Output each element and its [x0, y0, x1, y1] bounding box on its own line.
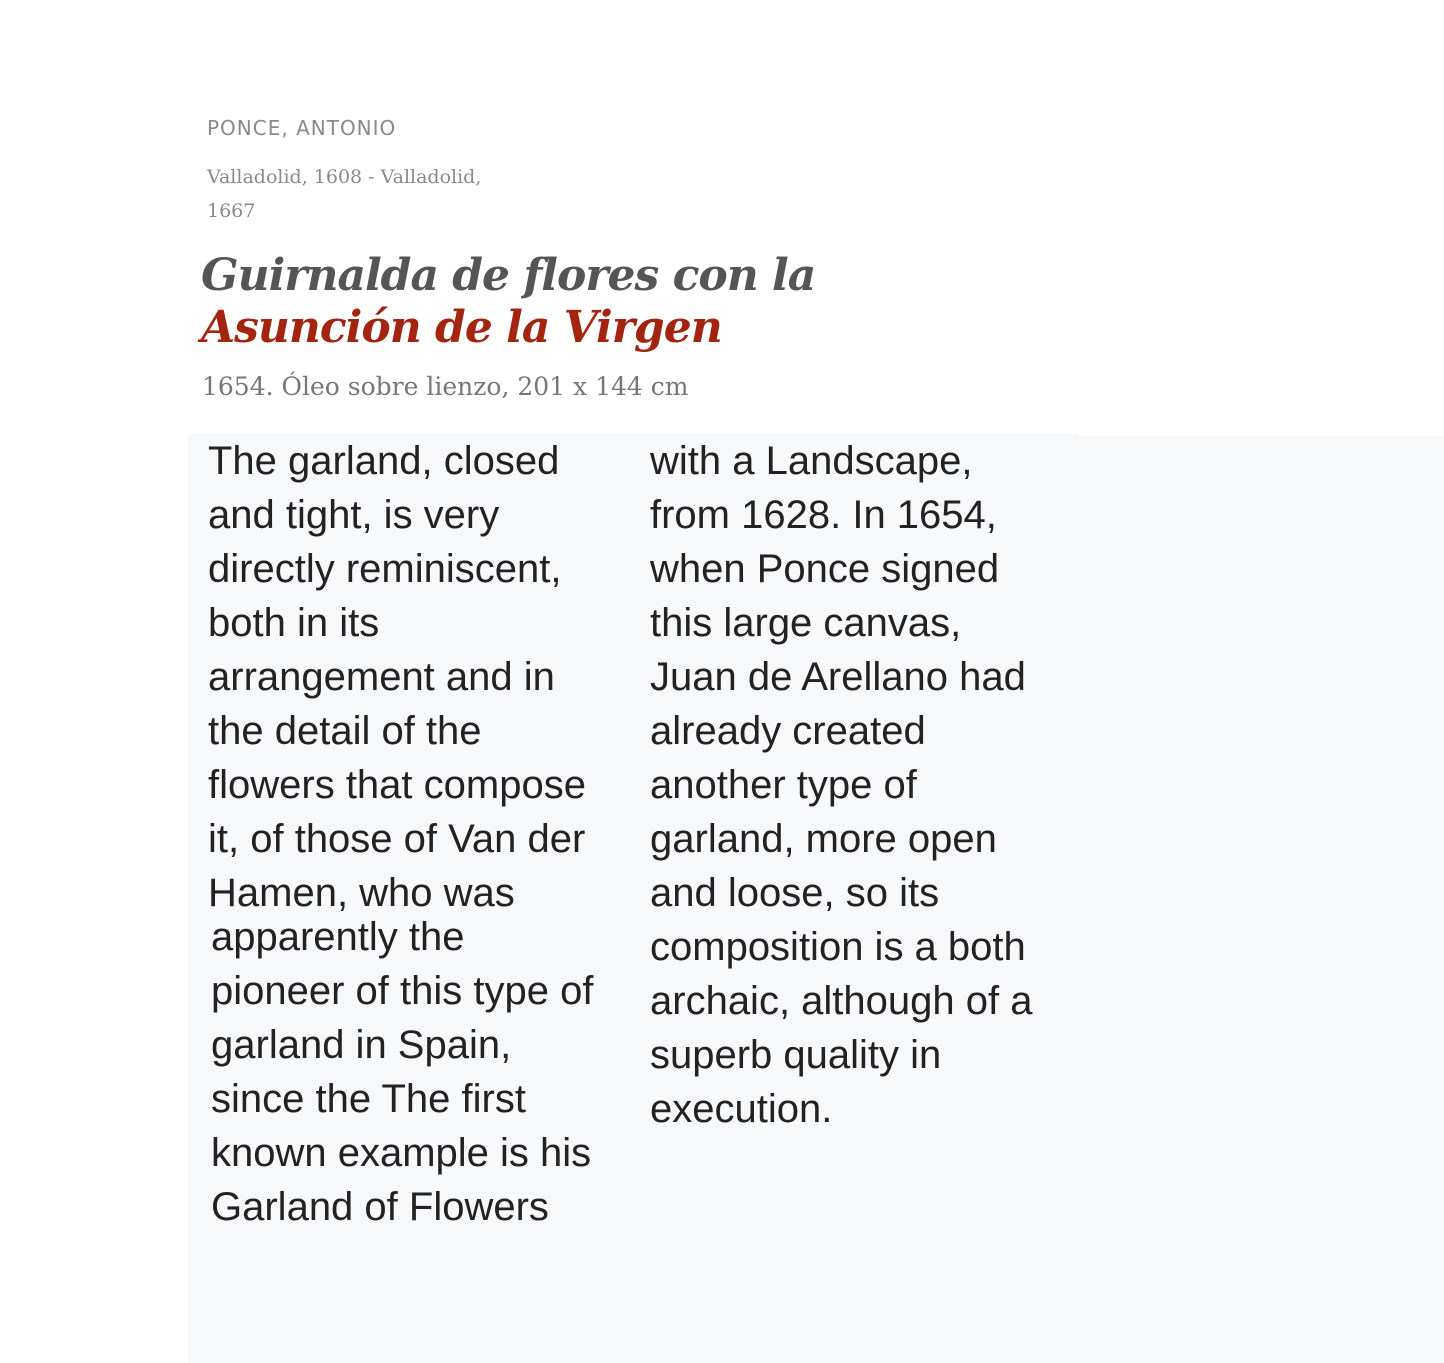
- description-line: flowers that compose: [208, 763, 586, 807]
- description-line: when Ponce signed: [650, 547, 1000, 591]
- description-line: garland in Spain,: [211, 1023, 512, 1067]
- description-line: from 1628. In 1654,: [650, 493, 997, 537]
- description-line: the detail of the: [208, 709, 482, 753]
- description-line: Juan de Arellano had: [650, 655, 1026, 699]
- description-line: The garland, closed: [208, 439, 560, 483]
- description-line: execution.: [650, 1087, 833, 1131]
- artist-dates-line-2: 1667: [207, 200, 256, 222]
- artwork-title: [201, 250, 921, 354]
- description-line: superb quality in: [650, 1033, 942, 1077]
- artwork-title-main: Guirnalda de flores con la: [201, 250, 816, 301]
- description-line: garland, more open: [650, 817, 997, 861]
- description-line: both in its: [208, 601, 380, 645]
- description-column-a-part-2: [211, 910, 593, 1234]
- artwork-title-link[interactable]: Asunción de la Virgen: [201, 302, 722, 353]
- description-line: directly reminiscent,: [208, 547, 562, 591]
- description-panel: [188, 434, 1444, 1363]
- description-line: it, of those of Van der: [208, 817, 586, 861]
- description-line: this large canvas,: [650, 601, 962, 645]
- artist-name: PONCE, ANTONIO: [207, 116, 397, 140]
- description-line: another type of: [650, 763, 917, 807]
- description-line: with a Landscape,: [650, 439, 973, 483]
- description-line: arrangement and in: [208, 655, 555, 699]
- description-line: Hamen, who was: [208, 871, 515, 915]
- description-line: known example is his: [211, 1131, 592, 1175]
- description-column-b: [650, 434, 1044, 1136]
- artist-dates: [207, 160, 507, 228]
- description-line: archaic, although of a: [650, 979, 1033, 1023]
- description-line: and tight, is very: [208, 493, 500, 537]
- description-line: pioneer of this type of: [211, 969, 594, 1013]
- description-line: composition is a both: [650, 925, 1026, 969]
- description-line: apparently the: [211, 915, 465, 959]
- description-line: Garland of Flowers: [211, 1185, 549, 1229]
- artwork-meta: 1654. Óleo sobre lienzo, 201 x 144 cm: [202, 372, 689, 401]
- description-line: since the The first: [211, 1077, 526, 1121]
- panel-top-gap: [1078, 434, 1444, 436]
- description-column-a-part-1: [208, 434, 586, 920]
- artist-dates-line-1: Valladolid, 1608 - Valladolid,: [207, 166, 482, 188]
- description-line: already created: [650, 709, 926, 753]
- description-line: and loose, so its: [650, 871, 940, 915]
